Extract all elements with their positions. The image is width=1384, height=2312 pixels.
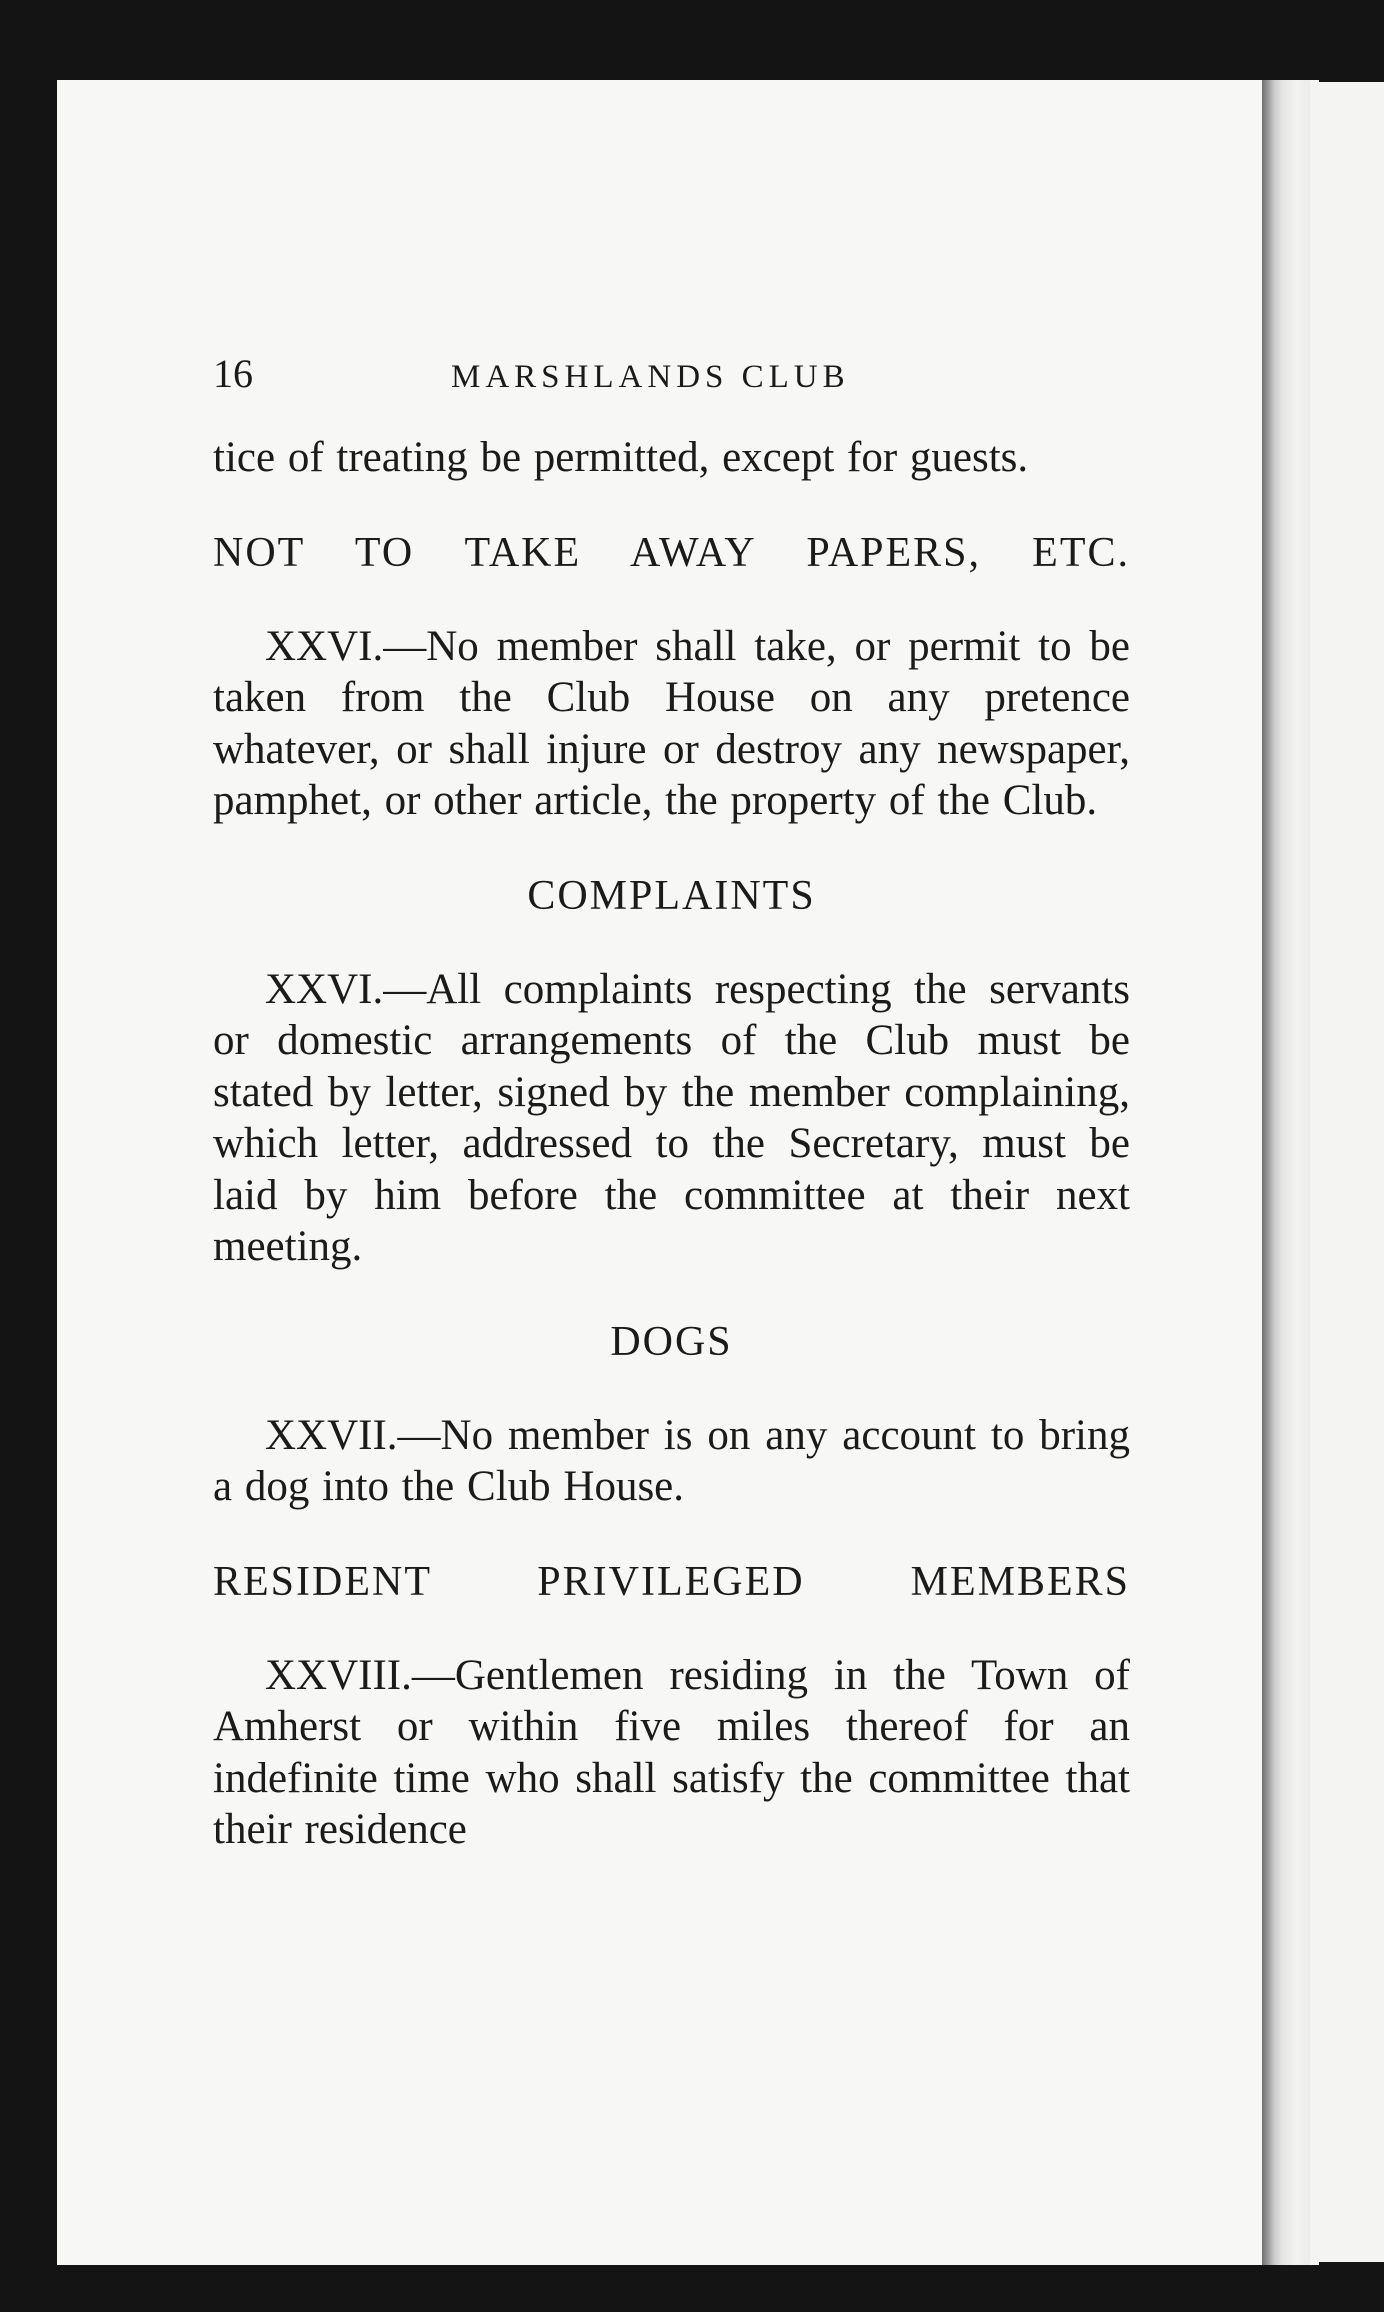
papers-heading: NOT TO TAKE AWAY PAPERS, ETC. [213,529,1130,576]
dogs-heading: DOGS [610,1318,733,1365]
papers-paragraph: XXVI.—No member shall take, or permit to be taken from the Club House on any pretence whatever, or shall injure or destroy any newspaper, pamphet, or other article, the property of the Club. [213,622,1130,824]
dogs-paragraph: XXVII.—No member is on any account to bring a dog into the Club House. [213,1411,1130,1510]
running-head [213,350,1130,410]
resident-heading: RESIDENT PRIVILEGED MEMBERS [213,1558,1130,1605]
running-title: MARSHLANDS CLUB [451,359,850,395]
continuation-paragraph: tice of treating be permitted, except for guests. [213,434,1029,481]
resident-paragraph: XXVIII.—Gentlemen residing in the Town of Amherst or within five miles thereof for an indefinite time who shall satisfy the committee that their residence [213,1651,1130,1853]
page-number: 16 [213,351,253,396]
facing-page-edge [1310,82,1384,2262]
page-content [213,350,1130,1856]
complaints-heading: COMPLAINTS [527,872,816,919]
complaints-paragraph: XXVI.—All complaints respecting the servants or domestic arrangements of the Club must be stated by letter, signed by the member complaining, which letter, addressed to the Secretary, must be laid by him before the committee at their next meeting. [213,965,1130,1270]
page-gutter-shadow [1262,80,1310,2265]
